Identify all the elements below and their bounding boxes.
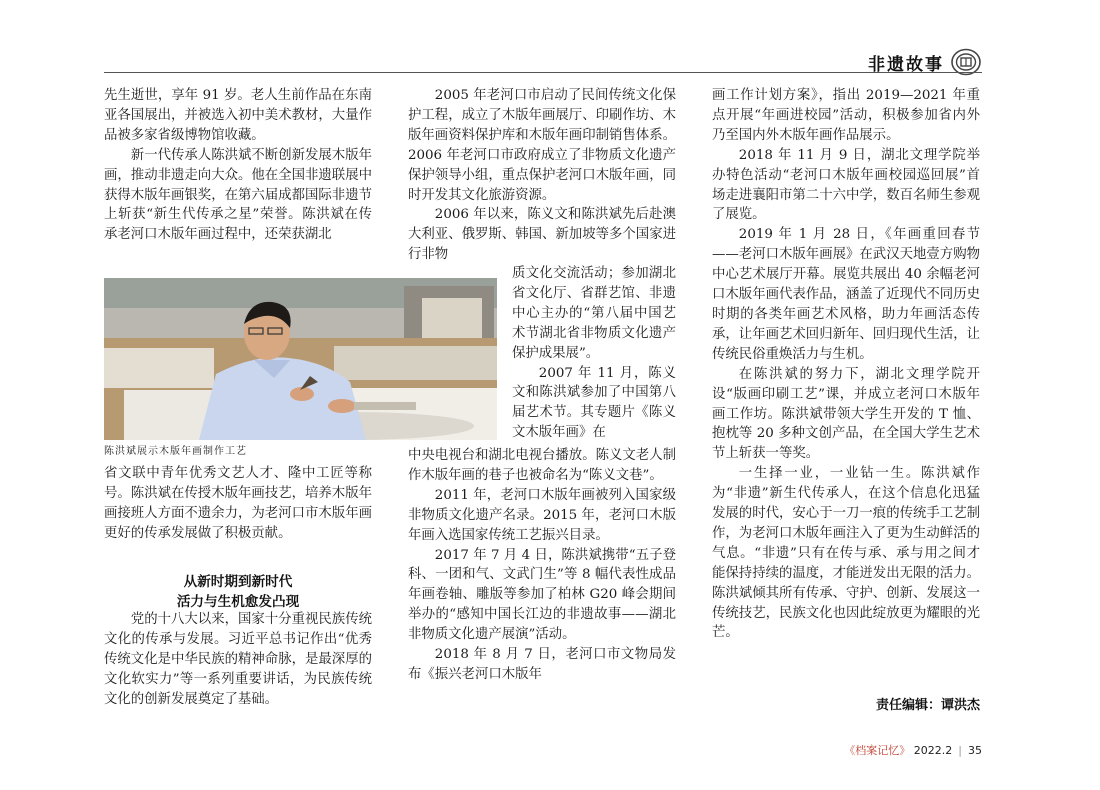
paragraph: 一生择一业，一业钻一生。陈洪斌作为“非遗”新生代传承人，在这个信息化迅猛发展的时代，安心于一刀一痕的传统手工艺制作，为老河口木版年画注入了更为生动鲜活的气息。“非遗”只有在传与承、承与用之间才能保持持续的温度，才能迸发出无限的活力。陈洪斌倾其所有传承、守护、创新、发展这一传统技艺，民族文化也因此绽放更为耀眼的光芒。 (712, 466, 980, 641)
paragraph: 中央电视台和湖北电视台播放。陈义文老人制作木版年画的巷子也被命名为“陈义文巷”。 (408, 448, 676, 483)
column-1-bottom (104, 464, 372, 544)
column-1-final (104, 610, 372, 710)
paragraph: 先生逝世，享年 91 岁。老人生前作品在东南亚各国展出，并被选入初中美术教材，大量作品被多家省级博物馆收藏。 (104, 88, 372, 143)
paragraph: 画工作计划方案》，指出 2019—2021 年重点开展“年画进校园”活动，积极参加省内外乃至国内外木版年画作品展示。 (712, 88, 980, 143)
paragraph: 2005 年老河口市启动了民间传统文化保护工程，成立了木版年画展厅、印刷作坊、木版年画资料保护库和木版年画印制销售体系。2006 年老河口市政府成立了非物质文化遗产保护领导小组，重点保护老河口木版年画，同时开发其文化旅游资源。 (408, 88, 676, 203)
column-2-bottom (408, 446, 676, 685)
craftsman-photo-illustration (104, 278, 497, 440)
paragraph: 在陈洪斌的努力下，湖北文理学院开设“版画印刷工艺”课，并成立老河口木版年画工作坊。陈洪斌带领大学生开发的 T 恤、抱枕等 20 多种文创产品，在全国大学生艺术节上斩获一等奖。 (712, 366, 980, 462)
paragraph: 党的十八大以来，国家十分重视民族传统文化的传承与发展。习近平总书记作出“优秀传统文化是中华民族的精神命脉，是最深厚的文化软实力”等一系列重要讲话，为民族传统文化的创新发展奠定了基础。 (104, 612, 372, 707)
paragraph: 2018 年 11 月 9 日，湖北文理学院举办特色活动“老河口木版年画校园巡回展”首场走进襄阳市第二十六中学，数百名师生参观了展览。 (712, 147, 980, 223)
issue-number: 2022.2 (913, 744, 953, 757)
paragraph: 质文化交流活动；参加湖北省文化厅、省群艺馆、非遗中心主办的“第八届中国艺术节湖北省非物质文化遗产保护成果展”。 (512, 266, 676, 361)
journal-name: 《档案记忆》 (844, 744, 911, 757)
article-photo (104, 278, 497, 440)
header-rule (104, 72, 982, 73)
page-number: 35 (968, 744, 982, 757)
section-title: 非遗故事 (868, 54, 944, 75)
editor-credit: 责任编辑：谭洪杰 (875, 698, 980, 713)
paragraph: 2017 年 7 月 4 日，陈洪斌携带“五子登科、一团和气、文武门生”等 8 幅代表性成品年画卷轴、雕版等参加了柏林 G20 峰会期间举办的“感知中国长江边的非遗故事——湖北非物质文化遗产展演”活动。 (408, 547, 676, 643)
paragraph: 新一代传承人陈洪斌不断创新发展木版年画，推动非遗走向大众。他在全国非遗联展中获得木版年画银奖，在第六届成都国际非遗节上斩获“新生代传承之星”荣誉。陈洪斌在传承老河口木版年画过程中，还荣获湖北 (104, 147, 372, 243)
subheading-line-1: 从新时期到新时代 (183, 574, 293, 590)
subheading-line-2: 活力与生机愈发凸现 (176, 594, 300, 610)
paragraph: 2007 年 11 月，陈义文和陈洪斌参加了中国第八届艺术节。其专题片《陈义文木版年画》在 (512, 365, 676, 441)
paragraph: 2019 年 1 月 28 日，《年画重回春节——老河口木版年画展》在武汉天地壹方购物中心艺术展厅开幕。展览共展出 40 余幅老河口木版年画代表作品，涵盖了近现代不同历史时期的各类年画艺术风格，助力年画活态传承，让年画艺术回归新年、回归现代生活，让传统民俗重焕活力与生机。 (712, 227, 980, 362)
paragraph: 2018 年 8 月 7 日，老河口市文物局发布《振兴老河口木版年 (408, 647, 676, 682)
paragraph: 2011 年，老河口木版年画被列入国家级非物质文化遗产名录。2015 年，老河口木版年画入选国家传统工艺振兴目录。 (408, 487, 676, 543)
paragraph: 2006 年以来，陈义文和陈洪斌先后赴澳大利亚、俄罗斯、韩国、新加坡等多个国家进行非物 (408, 207, 676, 263)
column-2-top (408, 86, 676, 265)
column-2-wrap (512, 264, 676, 443)
paragraph: 省文联中青年优秀文艺人才、隆中工匠等称号。陈洪斌在传授木版年画技艺，培养木版年画接班人方面不遗余力，为老河口市木版年画更好的传承发展做了积极贡献。 (104, 466, 372, 541)
column-3 (712, 86, 980, 643)
photo-caption: 陈洪斌展示木版年画制作工艺 (104, 446, 247, 457)
page-footer: 《档案记忆》 2022.2 | 35 (844, 744, 982, 757)
column-1-top (104, 86, 372, 245)
